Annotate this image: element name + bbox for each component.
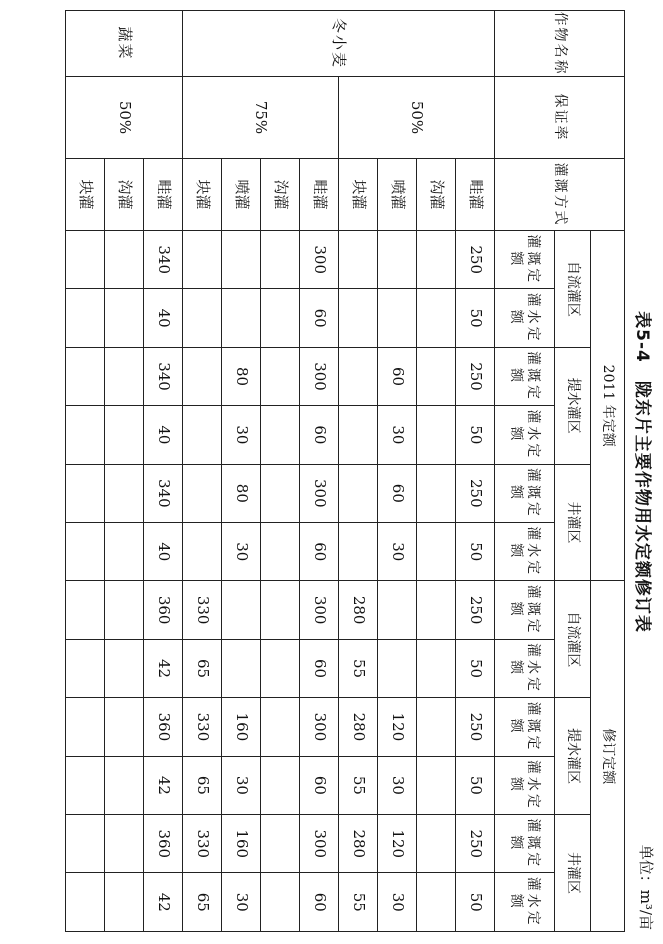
value-cell: 300 (300, 815, 339, 873)
value-cell (66, 523, 105, 581)
value-cell: 30 (222, 406, 261, 464)
method-cell: 喷灌 (378, 159, 417, 231)
value-cell: 30 (378, 756, 417, 814)
header-water-quota: 灌水定额 (495, 406, 555, 464)
value-cell: 30 (378, 523, 417, 581)
value-cell: 160 (222, 815, 261, 873)
value-cell (378, 231, 417, 289)
value-cell (339, 231, 378, 289)
header-water-quota: 灌水定额 (495, 639, 555, 697)
value-cell: 280 (339, 581, 378, 639)
value-cell (66, 639, 105, 697)
value-cell: 330 (183, 815, 222, 873)
value-cell (378, 639, 417, 697)
value-cell: 360 (144, 581, 183, 639)
value-cell: 250 (456, 581, 495, 639)
value-cell (183, 523, 222, 581)
value-cell: 330 (183, 698, 222, 756)
value-cell (261, 231, 300, 289)
header-area-pumping: 提水灌区 (555, 698, 591, 815)
value-cell (222, 231, 261, 289)
value-cell: 120 (378, 815, 417, 873)
value-cell: 50 (456, 873, 495, 932)
value-cell (417, 639, 456, 697)
value-cell (417, 523, 456, 581)
header-method: 灌溉方式 (495, 159, 625, 231)
value-cell (105, 815, 144, 873)
value-cell (222, 581, 261, 639)
value-cell: 65 (183, 639, 222, 697)
header-water-quota: 灌水定额 (495, 523, 555, 581)
value-cell (261, 523, 300, 581)
value-cell (339, 406, 378, 464)
value-cell: 280 (339, 815, 378, 873)
crop-winter-wheat: 冬小麦 (183, 11, 495, 77)
value-cell (66, 698, 105, 756)
value-cell (66, 815, 105, 873)
value-cell (105, 464, 144, 522)
value-cell (417, 756, 456, 814)
value-cell (417, 873, 456, 932)
method-cell: 块灌 (339, 159, 378, 231)
value-cell: 60 (300, 639, 339, 697)
value-cell (417, 289, 456, 347)
value-cell (105, 639, 144, 697)
value-cell: 250 (456, 815, 495, 873)
method-cell: 沟灌 (261, 159, 300, 231)
value-cell: 50 (456, 406, 495, 464)
value-cell: 250 (456, 231, 495, 289)
value-cell: 65 (183, 873, 222, 932)
value-cell (66, 756, 105, 814)
value-cell: 55 (339, 639, 378, 697)
value-cell: 60 (300, 523, 339, 581)
header-irr-quota: 灌溉定额 (495, 815, 555, 873)
value-cell: 60 (378, 347, 417, 405)
header-2011: 2011 年定额 (591, 231, 625, 581)
value-cell: 300 (300, 581, 339, 639)
value-cell (417, 464, 456, 522)
crop-vegetables: 蔬菜 (66, 11, 183, 77)
header-area-gravity: 自流灌区 (555, 231, 591, 348)
value-cell (183, 406, 222, 464)
header-area-gravity: 自流灌区 (555, 581, 591, 698)
method-cell: 畦灌 (300, 159, 339, 231)
value-cell: 30 (222, 873, 261, 932)
method-cell: 沟灌 (105, 159, 144, 231)
value-cell: 30 (222, 523, 261, 581)
value-cell: 50 (456, 756, 495, 814)
value-cell: 30 (222, 756, 261, 814)
value-cell: 250 (456, 464, 495, 522)
table-title: 表5-4 陇东片主要作物用水定额修订表 (632, 311, 652, 633)
value-cell: 60 (300, 756, 339, 814)
value-cell (339, 347, 378, 405)
value-cell: 40 (144, 523, 183, 581)
value-cell (261, 698, 300, 756)
value-cell (261, 581, 300, 639)
value-cell: 40 (144, 406, 183, 464)
method-cell: 块灌 (183, 159, 222, 231)
value-cell: 55 (339, 873, 378, 932)
value-cell (378, 289, 417, 347)
value-cell: 300 (300, 464, 339, 522)
table-row (456, 11, 495, 932)
value-cell (417, 347, 456, 405)
value-cell (105, 523, 144, 581)
header-rate: 保证率 (495, 77, 625, 159)
value-cell (183, 347, 222, 405)
value-cell (105, 698, 144, 756)
value-cell: 340 (144, 231, 183, 289)
value-cell (417, 581, 456, 639)
value-cell (66, 347, 105, 405)
value-cell: 330 (183, 581, 222, 639)
method-cell: 畦灌 (456, 159, 495, 231)
header-water-quota: 灌水定额 (495, 873, 555, 932)
value-cell (261, 639, 300, 697)
value-cell (66, 289, 105, 347)
value-cell (222, 289, 261, 347)
value-cell (417, 406, 456, 464)
value-cell (417, 815, 456, 873)
value-cell: 60 (300, 406, 339, 464)
value-cell (222, 639, 261, 697)
value-cell (105, 873, 144, 932)
value-cell: 80 (222, 347, 261, 405)
value-cell (261, 873, 300, 932)
header-irr-quota: 灌溉定额 (495, 581, 555, 639)
quota-table (65, 10, 625, 932)
header-irr-quota: 灌溉定额 (495, 231, 555, 289)
method-cell: 畦灌 (144, 159, 183, 231)
value-cell: 280 (339, 698, 378, 756)
value-cell (105, 347, 144, 405)
value-cell: 30 (378, 406, 417, 464)
header-water-quota: 灌水定额 (495, 289, 555, 347)
value-cell: 42 (144, 639, 183, 697)
value-cell (105, 581, 144, 639)
value-cell (339, 289, 378, 347)
value-cell: 65 (183, 756, 222, 814)
value-cell (183, 464, 222, 522)
rate-75: 75% (183, 77, 339, 159)
value-cell (183, 231, 222, 289)
header-area-well: 井灌区 (555, 815, 591, 932)
header-irr-quota: 灌溉定额 (495, 698, 555, 756)
header-area-well: 井灌区 (555, 464, 591, 581)
header-water-quota: 灌水定额 (495, 756, 555, 814)
value-cell (105, 289, 144, 347)
header-area-pumping: 提水灌区 (555, 347, 591, 464)
value-cell: 60 (300, 289, 339, 347)
value-cell (339, 523, 378, 581)
value-cell: 60 (300, 873, 339, 932)
value-cell: 300 (300, 698, 339, 756)
value-cell (105, 756, 144, 814)
value-cell (105, 406, 144, 464)
rate-50-veg: 50% (66, 77, 183, 159)
value-cell: 30 (378, 873, 417, 932)
table-row (300, 11, 339, 932)
method-cell: 块灌 (66, 159, 105, 231)
value-cell: 80 (222, 464, 261, 522)
value-cell: 160 (222, 698, 261, 756)
header-irr-quota: 灌溉定额 (495, 347, 555, 405)
value-cell (66, 231, 105, 289)
value-cell (183, 289, 222, 347)
value-cell: 360 (144, 815, 183, 873)
value-cell (66, 581, 105, 639)
value-cell: 120 (378, 698, 417, 756)
value-cell: 50 (456, 639, 495, 697)
unit-label: 单位：m³/亩 (637, 844, 655, 930)
method-cell: 喷灌 (222, 159, 261, 231)
header-irr-quota: 灌溉定额 (495, 464, 555, 522)
value-cell: 300 (300, 347, 339, 405)
value-cell: 40 (144, 289, 183, 347)
table-row (144, 11, 183, 932)
value-cell: 300 (300, 231, 339, 289)
header-crop: 作物名称 (495, 11, 625, 77)
value-cell (66, 406, 105, 464)
value-cell (105, 231, 144, 289)
value-cell (417, 231, 456, 289)
value-cell (417, 698, 456, 756)
value-cell: 42 (144, 873, 183, 932)
value-cell: 340 (144, 464, 183, 522)
value-cell: 360 (144, 698, 183, 756)
value-cell: 50 (456, 289, 495, 347)
value-cell (261, 815, 300, 873)
value-cell (261, 756, 300, 814)
value-cell (261, 464, 300, 522)
value-cell (66, 464, 105, 522)
value-cell: 50 (456, 523, 495, 581)
value-cell (66, 873, 105, 932)
value-cell (378, 581, 417, 639)
value-cell: 42 (144, 756, 183, 814)
value-cell: 340 (144, 347, 183, 405)
value-cell: 60 (378, 464, 417, 522)
value-cell (261, 406, 300, 464)
value-cell (261, 347, 300, 405)
value-cell: 250 (456, 698, 495, 756)
method-cell: 沟灌 (417, 159, 456, 231)
header-revised: 修订定额 (591, 581, 625, 932)
value-cell (261, 289, 300, 347)
value-cell (339, 464, 378, 522)
rate-50: 50% (339, 77, 495, 159)
value-cell: 55 (339, 756, 378, 814)
value-cell: 250 (456, 347, 495, 405)
